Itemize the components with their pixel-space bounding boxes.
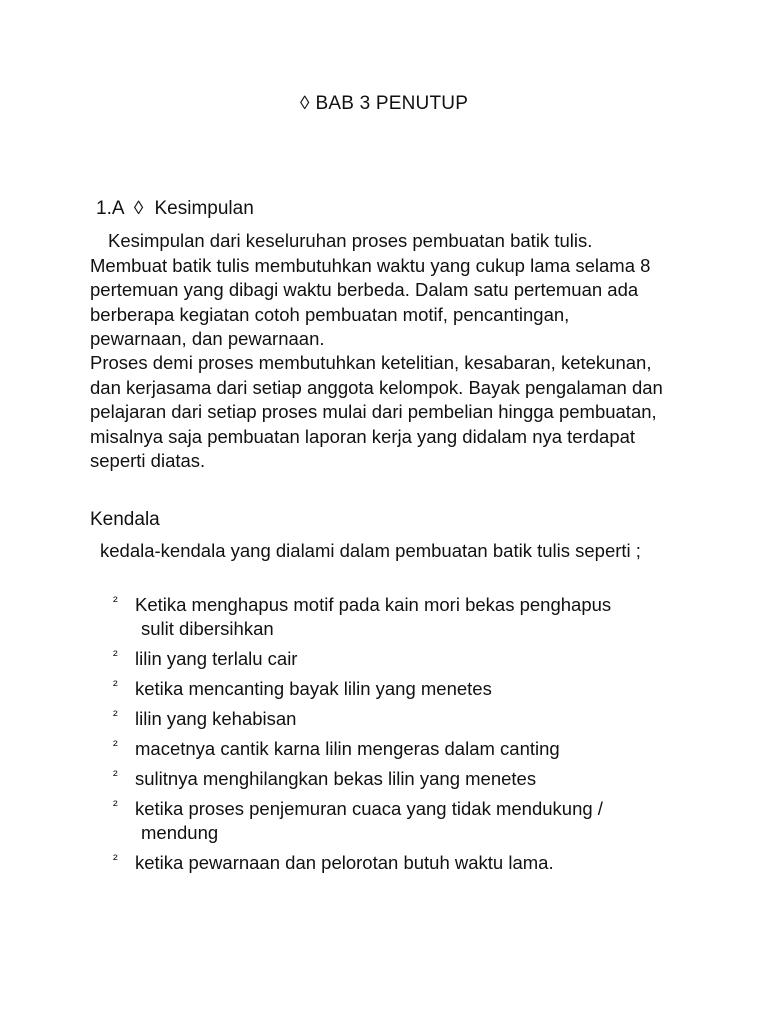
chapter-title [0,93,768,115]
kendala-intro: kedala-kendala yang dialami dalam pembuatan batik tulis seperti ; [100,540,641,561]
chapter-title-text: BAB 3 PENUTUP [315,93,469,114]
conclusion-paragraph-1: Kesimpulan dari keseluruhan proses pembuatan batik tulis. Membuat batik tulis membutuhkan waktu yang cukup lama selama 8 pertemuan yang dibagi waktu berbeda. Dalam satu pertemuan ada berberapa kegiatan cotoh pembuatan motif, pencantingan, pewarnaan, dan pewarnaan. [90,230,651,349]
conclusion-paragraph-2: Proses demi proses membutuhkan ketelitian, kesabaran, ketekunan, dan kerjasama dari setiap anggota kelompok. Bayak pengalaman dan pelajaran dari setiap proses mulai dari pembelian hingga pembuatan, misalnya saja pembuatan laporan kerja yang didalam nya terdapat seperti diatas. [90,352,663,471]
list-item: ² lilin yang terlalu cair [113,647,673,671]
bullet-marker: ² [113,737,118,753]
list-item: ² macetnya cantik karna lilin mengeras dalam canting [113,737,673,761]
section-number: 1.A [96,198,125,219]
list-item: ² ketika mencanting bayak lilin yang menetes [113,677,673,701]
issue-list [113,593,673,881]
list-item: ² sulitnya menghilangkan bekas lilin yang menetes [113,767,673,791]
kendala-heading: Kendala [90,509,160,530]
diamond-icon: ◊ [133,198,144,219]
bullet-marker: ² [113,767,118,783]
bullet-marker: ² [113,797,118,813]
bullet-marker: ² [113,851,118,867]
bullet-marker: ² [113,593,118,609]
section-title: Kesimpulan [154,198,254,219]
diamond-icon: ◊ [299,93,310,114]
bullet-marker: ² [113,647,118,663]
list-item: ² ketika pewarnaan dan pelorotan butuh waktu lama. [113,851,673,875]
list-item: ² lilin yang kehabisan [113,707,673,731]
bullet-marker: ² [113,707,118,723]
section-heading [96,198,254,220]
list-item: ² Ketika menghapus motif pada kain mori bekas penghapus sulit dibersihkan [113,593,673,641]
bullet-marker: ² [113,677,118,693]
list-item: ² ketika proses penjemuran cuaca yang tidak mendukung / mendung [113,797,673,845]
